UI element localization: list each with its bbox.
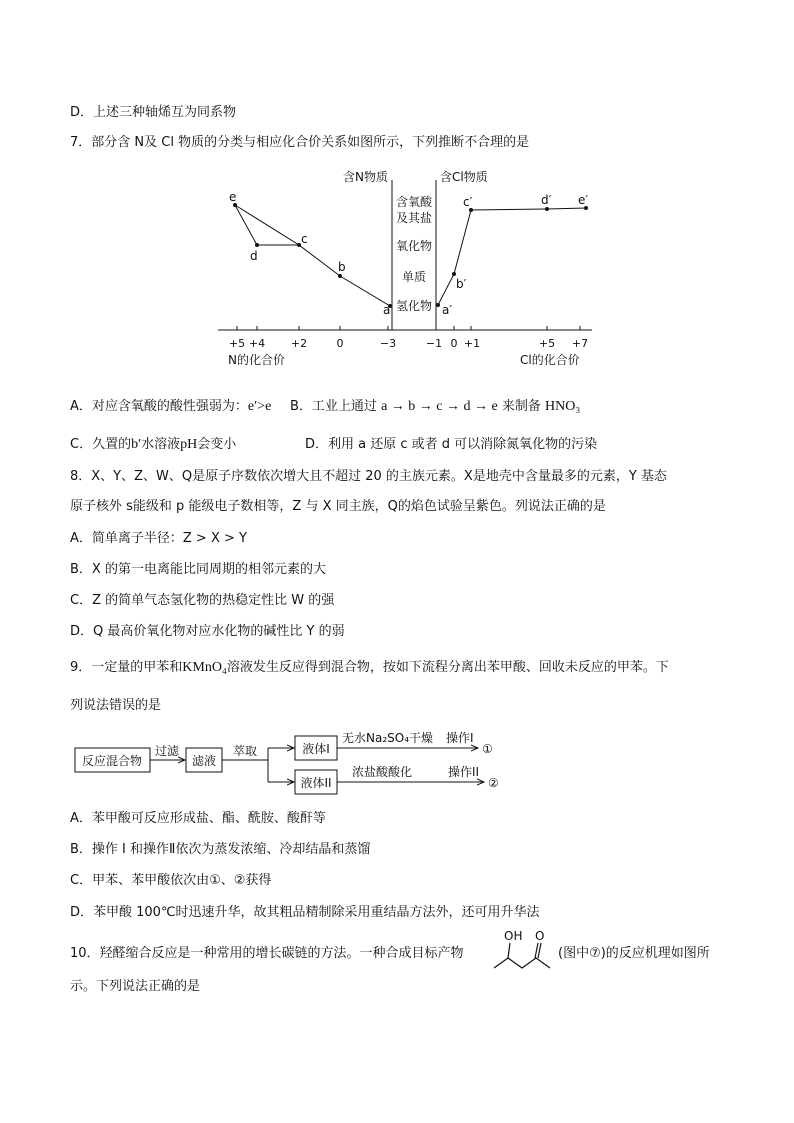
n-point-label-e: e	[229, 190, 237, 204]
structure-skeleton	[494, 958, 550, 968]
q6-option-d: D．上述三种轴烯互为同系物	[70, 105, 237, 120]
cl-tick-label: +5	[538, 337, 556, 350]
q9-option-c: C．甲苯、苯甲酸依次由①、②获得	[70, 873, 272, 888]
flow-step-dry-post: 干燥	[409, 731, 434, 745]
q7-option-a-expr: e′>e	[247, 399, 272, 414]
cl-tick-label: −1	[425, 337, 443, 350]
structure-o-label: O	[535, 929, 545, 943]
q7-option-b-expr: a → b → c → d → e	[381, 399, 498, 414]
q7-option-b-post: 来制备	[501, 399, 541, 414]
structure-co-bond	[535, 943, 538, 958]
flow-op2-label: 操作II	[448, 765, 480, 779]
q7-option-c	[70, 436, 236, 454]
structure-oh-bond	[508, 943, 510, 958]
cl-xlabel: Cl的化合价	[520, 353, 580, 367]
n-point-label-a: a	[383, 303, 391, 317]
n-tick-label: +2	[290, 337, 308, 350]
q9-stem-chem: KMnO₄	[182, 660, 227, 675]
flow-op1-label: 操作I	[446, 731, 474, 745]
flow-box-liquid2-label: 液体II	[300, 776, 332, 790]
q9-option-a: A．苯甲酸可反应形成盐、酯、酰胺、酸酐等	[70, 811, 326, 826]
q8-stem-line1: 8．X、Y、Z、W、Q是原子序数依次增大且不超过 20 的主族元素。X是地壳中含量最多的元素，Y 基态	[70, 469, 667, 484]
category-label-oxide: 氧化物	[395, 239, 433, 253]
q8-option-a: A．简单离子半径：Z > X > Y	[70, 531, 247, 546]
flow-step-filter: 过滤	[154, 744, 180, 758]
q7-option-a	[70, 398, 271, 416]
cl-axis-title: 含Cl物质	[440, 170, 488, 184]
n-point-b	[338, 274, 342, 278]
q7-option-b	[290, 398, 580, 416]
n-series-line	[235, 205, 299, 245]
q7-option-c-text: C．久置的	[70, 437, 132, 452]
q8-option-d: D．Q 最高价氧化物对应水化物的碱性比 Y 的弱	[70, 624, 345, 639]
flow-output-2: ②	[488, 776, 499, 790]
n-series-line	[299, 245, 390, 306]
n-point-d	[255, 243, 259, 247]
flow-box-filtrate-label: 滤液	[191, 754, 217, 768]
n-xlabel: N的化合价	[228, 353, 285, 367]
n-tick-label: +4	[248, 337, 266, 350]
q7-option-a-text: A．对应含氧酸的酸性强弱为：	[70, 399, 248, 414]
flow-output-1: ①	[482, 742, 493, 756]
cl-point-label-b: b′	[456, 277, 467, 291]
q8-option-c: C．Z 的简单气态氢化物的热稳定性比 W 的强	[70, 593, 335, 608]
q7-option-c-ph: pH	[180, 437, 198, 452]
flow-step-dry	[342, 730, 433, 745]
q7-valence-chart	[0, 168, 794, 368]
flow-step-acidify: 浓盐酸酸化	[352, 765, 413, 779]
flow-box-mixture-label: 反应混合物	[81, 754, 143, 768]
q10-stem-post: (图中⑦)的反应机理如图所	[558, 946, 710, 961]
cl-point-label-a: a′	[442, 303, 453, 317]
q7-option-b-chem: HNO₃	[545, 399, 581, 414]
q9-stem-line1	[70, 659, 669, 677]
cl-point-label-c: c′	[463, 195, 473, 209]
n-axis-title: 含N物质	[343, 170, 388, 184]
q9-stem-post: 溶液发生反应得到混合物，按如下流程分离出苯甲酸、回收未反应的甲苯。下	[226, 660, 669, 675]
cl-point-d	[545, 207, 549, 211]
q10-stem-pre: 10．羟醛缩合反应是一种常用的增长碳链的方法。一种合成目标产物	[70, 946, 464, 961]
cl-point-label-e: e′	[578, 193, 589, 207]
q8-stem-line2: 原子核外 s能级和 p 能级电子数相等，Z 与 X 同主族，Q的焰色试验呈紫色。列说法正确的是	[70, 499, 606, 514]
n-point-label-d: d	[250, 249, 258, 263]
category-label-element: 单质	[401, 270, 427, 284]
flow-box-liquid1-label: 液体I	[302, 742, 330, 756]
structure-oh-label: OH	[504, 929, 523, 943]
structure-co-bond2	[538, 943, 541, 958]
category-label-salt: 及其盐	[395, 211, 433, 225]
q9-stem-pre: 9．一定量的甲苯和	[70, 660, 183, 675]
cl-point-a	[436, 303, 440, 307]
cl-tick-label: +7	[571, 337, 589, 350]
q7-option-c-post: 会变小	[197, 437, 237, 452]
q7-stem: 7．部分含 N及 Cl 物质的分类与相应化合价关系如图所示，下列推断不合理的是	[70, 135, 530, 150]
cl-point-b	[452, 272, 456, 276]
flow-step-dry-chem: Na₂SO₄	[366, 731, 410, 745]
category-label-hydride: 氢化物	[395, 299, 433, 313]
q9-option-b: B．操作 I 和操作Ⅱ依次为蒸发浓缩、冷却结晶和蒸馏	[70, 842, 371, 857]
cl-point-label-d: d′	[541, 193, 552, 207]
q7-option-c-mid: 水溶液	[141, 437, 181, 452]
q8-option-b: B．X 的第一电离能比同周期的相邻元素的大	[70, 562, 326, 577]
n-tick-label: −3	[379, 337, 397, 350]
n-tick-label: 0	[336, 337, 344, 350]
q7-option-b-text: B．工业上通过	[290, 399, 377, 414]
q9-flow-diagram	[0, 728, 794, 798]
flow-step-extract: 萃取	[232, 744, 258, 758]
q7-option-d: D．利用 a 还原 c 或者 d 可以消除氮氧化物的污染	[305, 437, 598, 452]
cl-tick-label: 0	[450, 337, 458, 350]
n-point-label-b: b	[338, 260, 346, 274]
flow-step-dry-pre: 无水	[342, 731, 367, 745]
q10-product-structure	[492, 924, 562, 974]
q7-option-c-b: b′	[131, 437, 142, 452]
category-label-acid: 含氧酸	[395, 195, 433, 209]
n-point-label-c: c	[301, 232, 308, 246]
q9-stem-line2: 列说法错误的是	[70, 698, 162, 713]
q10-stem-line2: 示。下列说法正确的是	[70, 979, 201, 994]
q9-option-d: D．苯甲酸 100℃时迅速升华，故其粗品精制除采用重结晶方法外，还可用升华法	[70, 905, 540, 920]
n-tick-label: +5	[228, 337, 246, 350]
cl-tick-label: +1	[463, 337, 481, 350]
